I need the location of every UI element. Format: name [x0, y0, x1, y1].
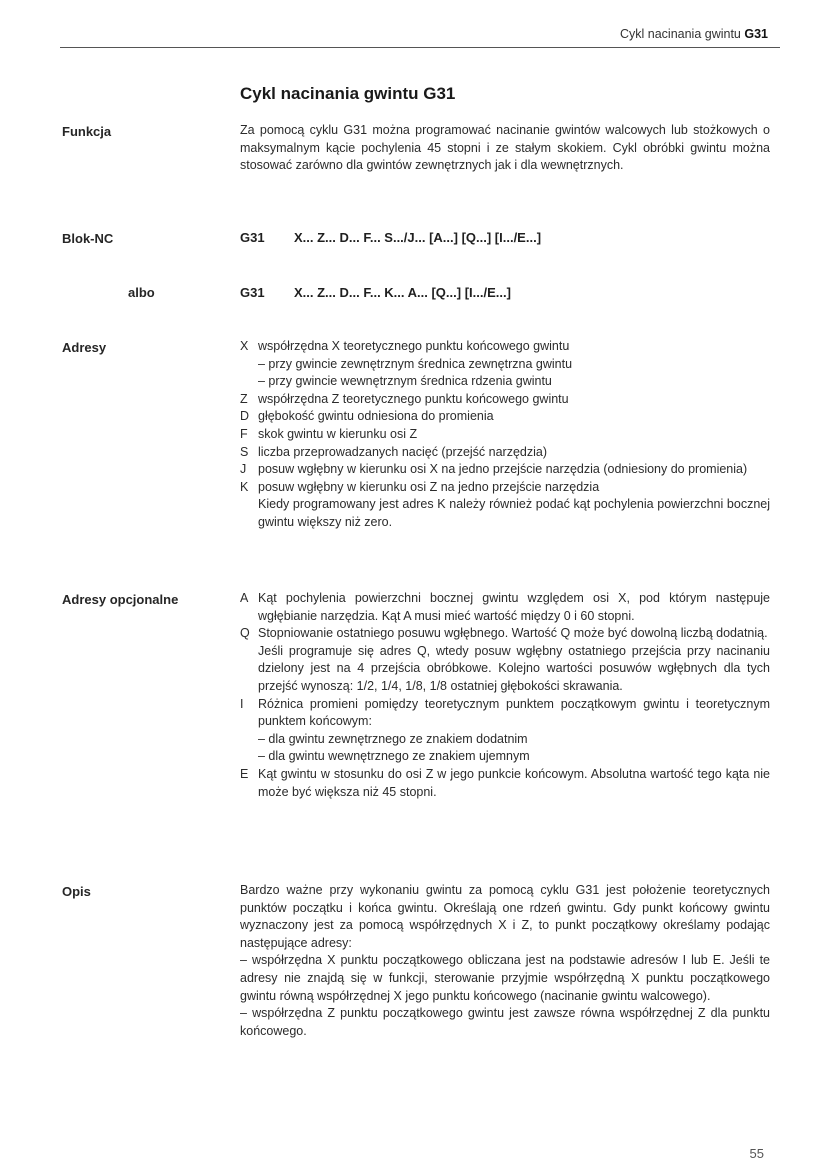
- address-sub: – przy gwincie wewnętrznym średnica rdzenia gwintu: [258, 374, 552, 389]
- optional-address-item-e: [240, 766, 770, 801]
- optional-address-item-a: [240, 590, 770, 625]
- label-blok-nc: Blok-NC: [62, 231, 114, 246]
- address-key: X: [240, 339, 249, 353]
- address-key: F: [240, 426, 248, 441]
- address-key: Q: [240, 626, 250, 641]
- address-item-k: [240, 479, 770, 532]
- address-text: Stopniowanie ostatniego posuwu wgłębnego. Wartość Q może być dowolną liczbą dodatnią.: [258, 626, 768, 641]
- opis-paragraph: – współrzędna Z punktu początkowego gwintu jest zawsze równa współrzędnej Z dla punktu końcowego.: [240, 1006, 770, 1038]
- nc-block-alt-line: [240, 285, 511, 300]
- address-text: współrzędna X teoretycznego punktu końcowego gwintu: [258, 339, 570, 353]
- opis-paragraph: – współrzędna X punktu początkowego obliczana jest na podstawie adresów I lub E. Jeśli te adresy nie znajdą się w funkcji, sterowanie przyjmie współrzędną X punktu początkowego gwintu równą współrzędnej X jego punktu końcowego (nacinanie gwintu walcowego).: [240, 953, 770, 1003]
- label-albo: albo: [128, 285, 155, 300]
- optional-address-item-i: [240, 696, 770, 766]
- address-text: posuw wgłębny w kierunku osi Z na jedno przejście narzędzia: [258, 479, 600, 494]
- label-adresy-opcjonalne: Adresy opcjonalne: [62, 592, 179, 607]
- address-item-x: [240, 338, 770, 391]
- running-header-text: Cykl nacinania gwintu: [619, 27, 745, 41]
- address-sub: – dla gwintu zewnętrznego ze znakiem dodatnim: [258, 731, 528, 746]
- address-text: współrzędna Z teoretycznego punktu końcowego gwintu: [258, 391, 569, 406]
- label-opis: Opis: [62, 884, 91, 899]
- address-key: S: [240, 444, 249, 459]
- address-item-f: [240, 426, 770, 444]
- adresy-list: [240, 338, 770, 532]
- section-title: Cykl nacinania gwintu G31: [240, 84, 456, 103]
- optional-address-item-q: [240, 625, 770, 695]
- opis-text: [240, 882, 770, 1040]
- address-text: Kąt gwintu w stosunku do osi Z w jego punkcie końcowym. Absolutna wartość tego kąta nie może być większa niż 45 stopni.: [258, 766, 770, 799]
- address-key: E: [240, 766, 249, 781]
- address-key: I: [240, 696, 244, 711]
- address-key: J: [240, 462, 247, 477]
- address-key: Z: [240, 391, 248, 406]
- address-sub: Kiedy programowany jest adres K należy również podać kąt pochylenia powierzchni bocznej gwintu większy niż zero.: [258, 497, 770, 529]
- address-key: D: [240, 409, 250, 424]
- address-text: posuw wgłębny w kierunku osi X na jedno przejście narzędzia (odniesiony do promienia): [258, 462, 748, 477]
- address-text: głębokość gwintu odniesiona do promienia: [258, 409, 494, 424]
- funkcja-text: Za pomocą cyklu G31 można programować nacinanie gwintów walcowych lub stożkowych o maksymalnym kącie pochylenia 45 stopni i ze stałym skokiem. Cykl obróbki gwintu można stosować zarówno dla gwintów zewnętrznych jak i dla wewnętrznych.: [240, 123, 770, 173]
- nc-format: X... Z... D... F... S.../J... [A...] [Q...] [I.../E...]: [294, 230, 542, 245]
- nc-alt-code: G31: [240, 285, 265, 300]
- running-header-code: G31: [744, 27, 768, 41]
- running-header: [620, 27, 768, 41]
- nc-alt-format: X... Z... D... F... K... A... [Q...] [I.../E...]: [294, 285, 511, 300]
- address-text: skok gwintu w kierunku osi Z: [258, 426, 418, 441]
- page-number: 55: [749, 1146, 764, 1161]
- label-funkcja: Funkcja: [62, 124, 112, 139]
- address-item-s: [240, 444, 770, 462]
- address-sub: – dla gwintu wewnętrznego ze znakiem ujemnym: [258, 749, 530, 764]
- opis-paragraph: Bardzo ważne przy wykonaniu gwintu za pomocą cyklu G31 jest położenie teoretycznych punktów początku i końca gwintu. Określają one rdzeń gwintu. Gdy punkt końcowy gwintu wyznaczony jest za pomocą współrzędnych X i Z, to punkt początkowy określamy podając następujące adresy:: [240, 883, 770, 950]
- address-text: liczba przeprowadzanych nacięć (przejść narzędzia): [258, 444, 548, 459]
- adresy-opcjonalne-list: [240, 590, 770, 801]
- header-rule: [60, 47, 780, 48]
- address-item-z: [240, 391, 770, 409]
- address-text: Różnica promieni pomiędzy teoretycznym punktem początkowym gwintu i teoretycznym punktem końcowym:: [258, 696, 770, 729]
- address-key: A: [240, 591, 249, 605]
- address-item-d: [240, 408, 770, 426]
- address-sub: – przy gwincie zewnętrznym średnica zewnętrzna gwintu: [258, 356, 573, 371]
- address-item-j: [240, 461, 770, 479]
- address-text: Kąt pochylenia powierzchni bocznej gwintu względem osi X, pod którym następuje wgłębianie narzędzia. Kąt A musi mieć wartość między 0 i 60 stopni.: [258, 591, 770, 623]
- nc-code: G31: [240, 230, 265, 245]
- label-adresy: Adresy: [62, 340, 107, 355]
- address-sub: Jeśli programuje się adres Q, wtedy posuw wgłębny ostatniego przejścia przy nacinaniu dzielony jest na 4 przejścia obróbkowe. Kolejno wartości posuwów wgłębnych dla tych przejść wynoszą: 1/2, 1/4, 1/8, 1/8 ostatniej głębokości skrawania.: [258, 643, 770, 693]
- address-key: K: [240, 479, 249, 494]
- nc-block-line: [240, 230, 541, 245]
